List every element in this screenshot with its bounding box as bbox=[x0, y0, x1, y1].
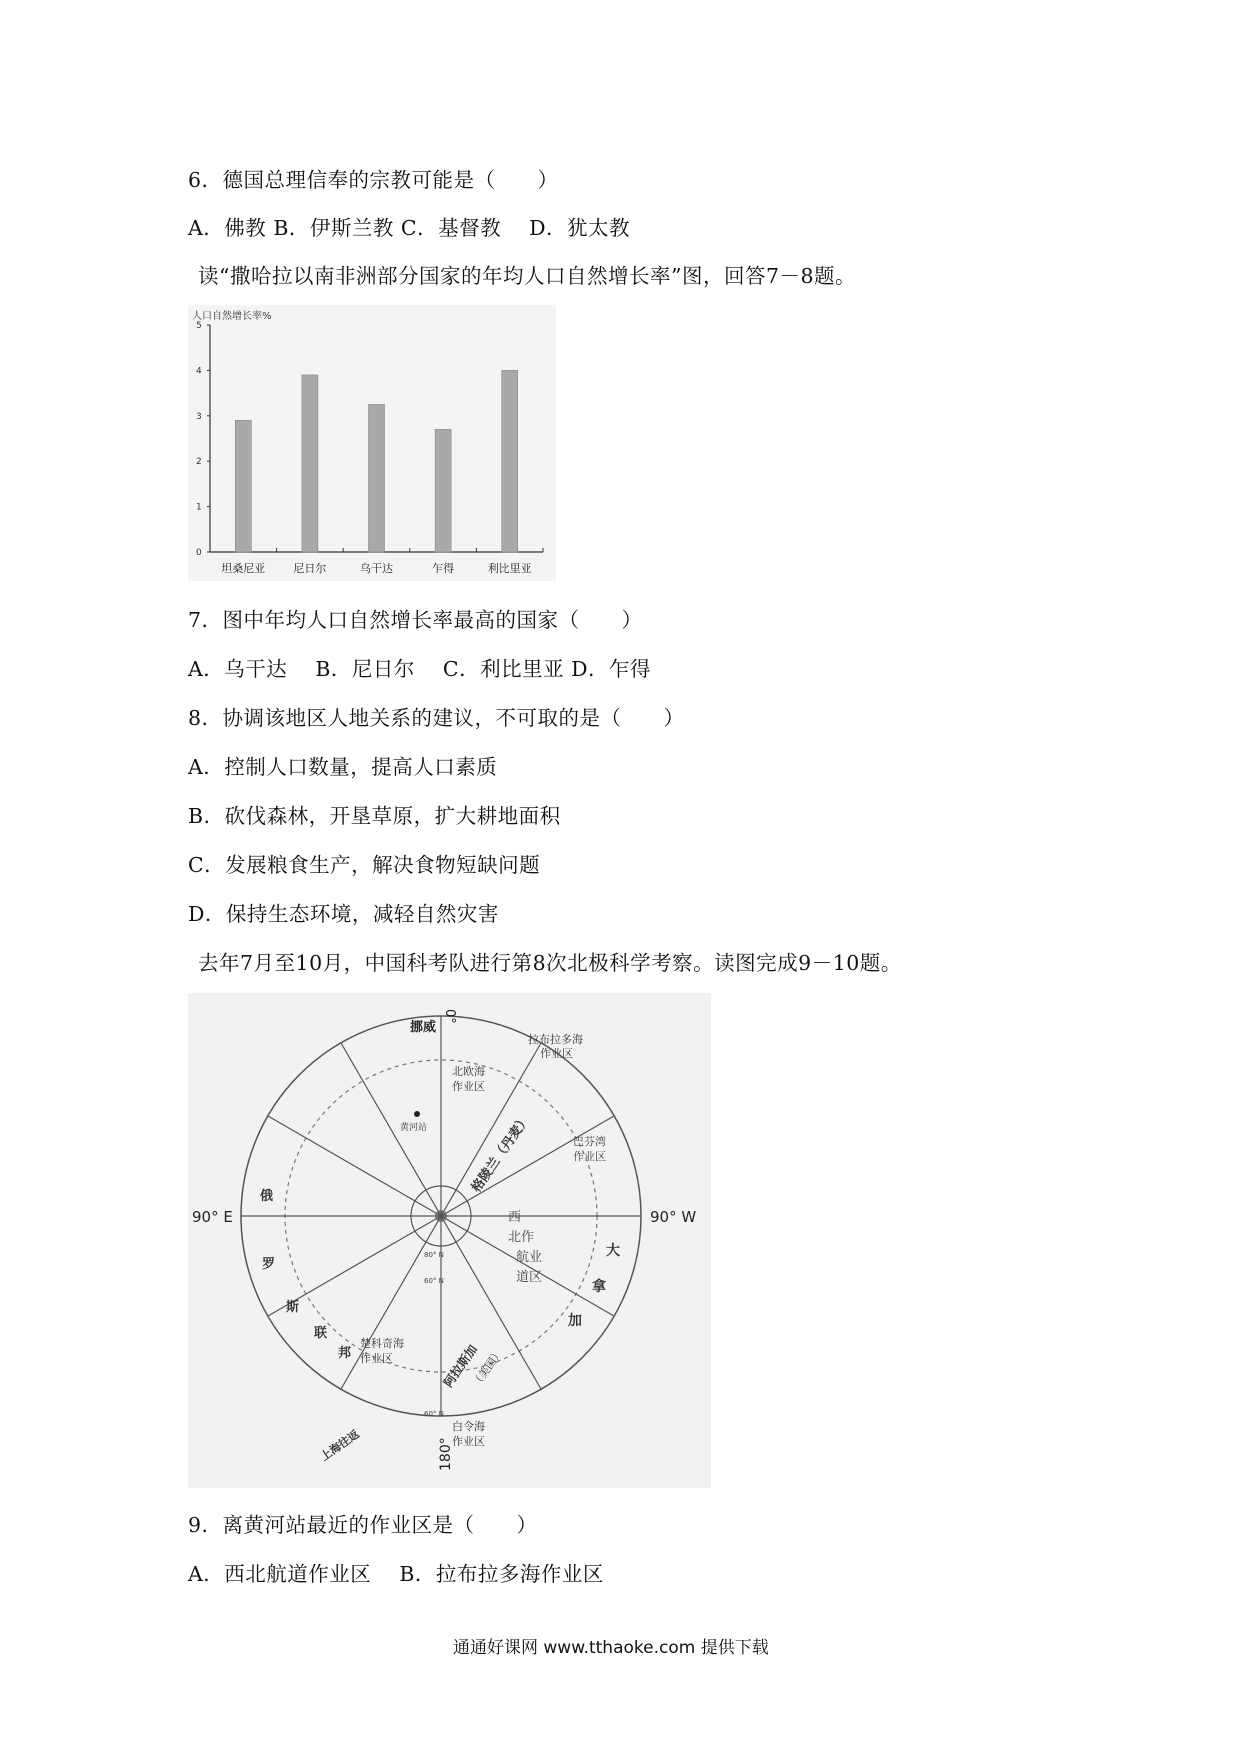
footer-source: 通通好课网 www.tthaoke.com 提供下载 bbox=[453, 1638, 769, 1658]
russia-char-4: 联 bbox=[314, 1326, 328, 1341]
chart-x-tick-label: 乍得 bbox=[432, 562, 455, 575]
labrador-label-1: 拉布拉多海 bbox=[528, 1033, 583, 1046]
intro-7-8: 读“撒哈拉以南非洲部分国家的年均人口自然增长率”图，回答7－8题。 bbox=[198, 264, 857, 288]
huanghe-station-label: 黄河站 bbox=[400, 1123, 428, 1133]
chart-y-tick-label: 1 bbox=[196, 502, 202, 513]
lon-90w-label: 90° W bbox=[650, 1208, 697, 1226]
chart-bar bbox=[435, 429, 451, 552]
russia-char-3: 斯 bbox=[286, 1300, 300, 1315]
baffin-label-1: 巴芬湾 bbox=[573, 1135, 606, 1148]
chart-x-tick-label: 利比里亚 bbox=[487, 562, 532, 575]
q7-options: A．乌干达 B．尼日尔 C．利比里亚 D．乍得 bbox=[188, 657, 652, 681]
lon-180-label: 180° bbox=[438, 1437, 454, 1471]
north-europe-label-1: 北欧海 bbox=[452, 1065, 485, 1078]
bar-chart-svg bbox=[188, 305, 556, 581]
canada-char-2: 拿 bbox=[592, 1279, 606, 1295]
nw-passage-3: 航业 bbox=[516, 1250, 543, 1265]
canada-char-1: 大 bbox=[606, 1243, 620, 1259]
chart-bar bbox=[502, 370, 518, 552]
q6-stem: 6．德国总理信奉的宗教可能是（ ） bbox=[188, 168, 559, 192]
chart-bar bbox=[369, 404, 385, 552]
q9-options: A．西北航道作业区 B．拉布拉多海作业区 bbox=[188, 1562, 604, 1586]
alaska-label-1: 阿拉斯加 bbox=[440, 1342, 480, 1390]
chart-y-tick-label: 0 bbox=[196, 548, 202, 558]
chart-ylabel: 人口自然增长率% bbox=[192, 311, 272, 322]
lat-60-label-b: 60° N bbox=[424, 1410, 444, 1418]
chart-y-tick-label: 2 bbox=[196, 457, 202, 468]
arctic-map-svg bbox=[188, 993, 711, 1488]
q9-stem: 9．离黄河站最近的作业区是（ ） bbox=[188, 1513, 538, 1537]
q8-option-b: B．砍伐森林，开垦草原，扩大耕地面积 bbox=[188, 804, 561, 828]
q8-option-d: D．保持生态环境，减轻自然灾害 bbox=[188, 902, 499, 926]
arctic-expedition-map bbox=[188, 993, 711, 1488]
q8-option-a: A．控制人口数量，提高人口素质 bbox=[188, 755, 498, 779]
chart-bar bbox=[302, 375, 318, 552]
intro-9-10: 去年7月至10月，中国科考队进行第8次北极科学考察。读图完成9－10题。 bbox=[198, 951, 902, 975]
q8-stem: 8．协调该地区人地关系的建议，不可取的是（ ） bbox=[188, 706, 685, 730]
bering-label-2: 作业区 bbox=[452, 1435, 485, 1448]
chukchi-label-2: 作业区 bbox=[360, 1352, 393, 1365]
lon-0-label: 0° bbox=[442, 1009, 457, 1024]
chart-x-tick-label: 坦桑尼亚 bbox=[221, 562, 266, 575]
russia-char-5: 邦 bbox=[338, 1346, 352, 1361]
greenland-label: 格陵兰（丹麦） bbox=[468, 1112, 534, 1196]
chart-x-tick-label: 尼日尔 bbox=[293, 562, 327, 575]
lat-60-label-a: 60° N bbox=[424, 1277, 444, 1285]
chart-y-tick-label: 5 bbox=[196, 321, 202, 331]
lat-80-label: 80° N bbox=[424, 1251, 444, 1259]
norway-label: 挪威 bbox=[410, 1020, 437, 1035]
huanghe-station-dot bbox=[414, 1111, 420, 1117]
nw-passage-1: 西 bbox=[508, 1210, 522, 1225]
chart-bar bbox=[235, 420, 251, 552]
shanghai-route-label: 上海往返 bbox=[318, 1427, 362, 1464]
nw-passage-2: 北作 bbox=[508, 1230, 535, 1245]
baffin-label-2: 作业区 bbox=[573, 1150, 606, 1163]
bering-label-1: 白令海 bbox=[452, 1420, 485, 1433]
lon-90e-label: 90° E bbox=[192, 1208, 233, 1226]
q8-option-c: C．发展粮食生产，解决食物短缺问题 bbox=[188, 853, 541, 877]
north-europe-label-2: 作业区 bbox=[452, 1080, 485, 1093]
canada-char-3: 加 bbox=[568, 1313, 582, 1329]
chart-y-tick-label: 4 bbox=[196, 366, 202, 377]
nw-passage-4: 道区 bbox=[516, 1270, 543, 1285]
alaska-label-2: （美国） bbox=[469, 1346, 506, 1390]
q7-stem: 7．图中年均人口自然增长率最高的国家（ ） bbox=[188, 608, 643, 632]
chukchi-label-1: 楚科奇海 bbox=[360, 1337, 404, 1350]
q6-options: A．佛教 B．伊斯兰教 C．基督教 D．犹太教 bbox=[188, 216, 631, 240]
population-growth-chart bbox=[188, 305, 556, 581]
meridian-lines bbox=[241, 1016, 641, 1416]
russia-char-2: 罗 bbox=[262, 1257, 276, 1272]
russia-char-1: 俄 bbox=[260, 1189, 274, 1204]
chart-x-tick-label: 乌干达 bbox=[360, 562, 393, 575]
chart-y-tick-label: 3 bbox=[196, 411, 202, 422]
labrador-label-2: 作业区 bbox=[540, 1047, 573, 1060]
